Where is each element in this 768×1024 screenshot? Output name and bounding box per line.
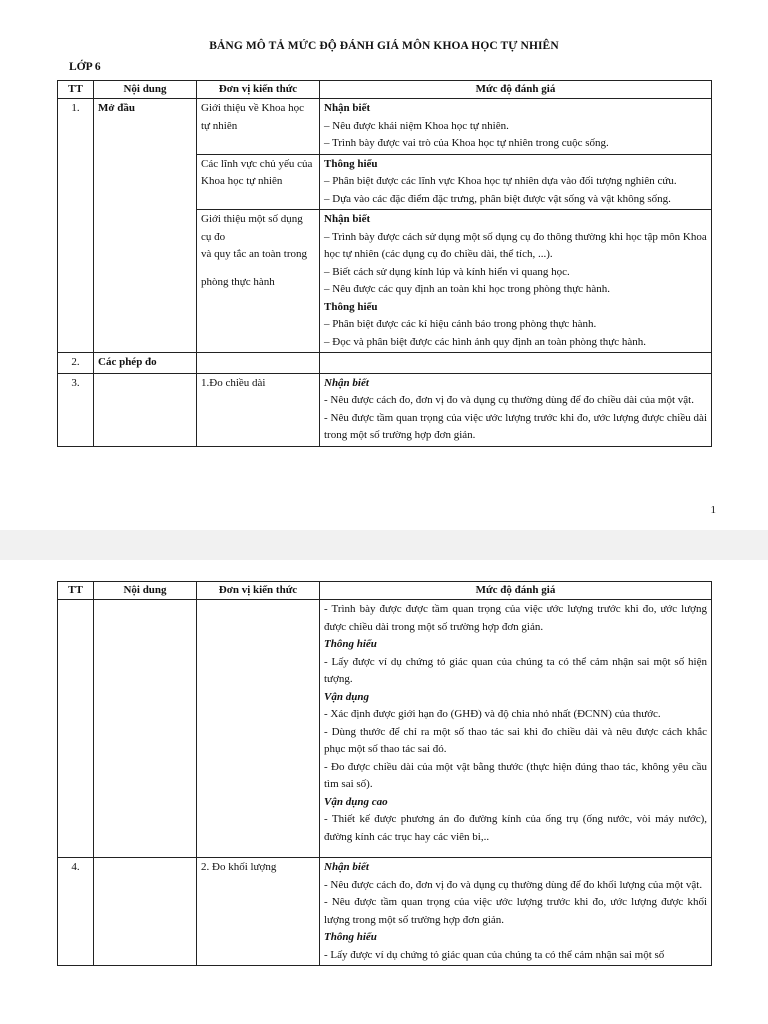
level-heading: Thông hiểu	[324, 300, 378, 313]
list-item: - Nêu được cách đo, đơn vị đo và dụng cụ thường dùng để đo khối lượng của một vật.	[324, 878, 703, 891]
list-item: - Đo được chiều dài của một vật bằng thước (thực hiện đúng thao tác, không yêu cầu tìm sai số).	[324, 760, 707, 790]
cell-spacer	[324, 846, 707, 856]
list-item: – Trình bày được cách sử dụng một số dụng cụ đo thông thường khi học tập môn Khoa học tự nhiên (các dụng cụ đo chiều dài, thể tích, ...).	[324, 230, 707, 260]
row-number: 1.	[58, 99, 94, 353]
table-row	[58, 600, 712, 858]
unit-line: Giới thiệu một số dụng cụ đo	[201, 213, 303, 243]
unit-spacer	[201, 264, 315, 274]
level-cell	[320, 858, 712, 966]
level-cell	[320, 99, 712, 155]
level-cell	[320, 154, 712, 210]
table-header-row	[58, 582, 712, 600]
assessment-table-page-1	[57, 80, 712, 447]
unit-line: phòng thực hành	[201, 275, 275, 288]
content-cell	[94, 600, 197, 858]
header-tt: TT	[58, 81, 94, 99]
unit-cell	[197, 600, 320, 858]
row-number: 4.	[58, 858, 94, 966]
list-item: - Dùng thước để chỉ ra một số thao tác sai khi đo chiều dài và nêu được cách khắc phục một số thao tác sai đó.	[324, 725, 707, 755]
row-number: 2.	[58, 353, 94, 374]
page-number: 1	[710, 504, 716, 516]
table-row	[58, 373, 712, 446]
unit-cell: Giới thiệu về Khoa học tự nhiên	[197, 99, 320, 155]
row-number: 3.	[58, 373, 94, 446]
row-number	[58, 600, 94, 858]
header-content: Nội dung	[94, 81, 197, 99]
unit-cell: 2. Đo khối lượng	[197, 858, 320, 966]
content-cell: Mở đầu	[94, 99, 197, 353]
level-heading: Nhận biết	[324, 102, 371, 114]
table-header-row	[58, 81, 712, 99]
list-item: - Nêu được tầm quan trọng của việc ước lượng trước khi đo, ước lượng được chiều dài trong một số trường hợp đơn giản.	[324, 411, 707, 441]
unit-line: và quy tắc an toàn trong	[201, 248, 307, 260]
list-item: – Biết cách sử dụng kính lúp và kính hiển vi quang học.	[324, 265, 570, 278]
list-item: - Thiết kế được phương án đo đường kính của ống trụ (ống nước, vòi máy nước), đường kính các trục hay các viên bi,..	[324, 813, 707, 843]
level-heading: Thông hiểu	[324, 638, 377, 650]
list-item: - Xác định được giới hạn đo (GHĐ) và độ chia nhỏ nhất (ĐCNN) của thước.	[324, 708, 661, 720]
level-heading: Thông hiểu	[324, 931, 377, 943]
list-item: – Phân biệt được các lĩnh vực Khoa học tự nhiên dựa vào đối tượng nghiên cứu.	[324, 175, 677, 187]
header-level: Mức độ đánh giá	[320, 81, 712, 99]
assessment-table-page-2	[57, 581, 712, 966]
content-cell	[94, 858, 197, 966]
header-content: Nội dung	[94, 582, 197, 600]
unit-cell	[197, 210, 320, 353]
header-tt: TT	[58, 582, 94, 600]
content-cell: Các phép đo	[94, 353, 197, 374]
list-item: – Nêu được các quy định an toàn khi học trong phòng thực hành.	[324, 283, 610, 295]
list-item: – Nêu được khái niệm Khoa học tự nhiên.	[324, 119, 509, 132]
level-heading: Nhận biết	[324, 213, 371, 225]
list-item: - Lấy được ví dụ chứng tỏ giác quan của chúng ta có thể cảm nhận sai một số hiện tượng.	[324, 655, 707, 685]
content-cell	[94, 373, 197, 446]
document-title: BẢNG MÔ TẢ MỨC ĐỘ ĐÁNH GIÁ MÔN KHOA HỌC TỰ NHIÊN	[209, 40, 559, 52]
table-row	[58, 858, 712, 966]
list-item: - Nêu được tầm quan trọng của việc ước lượng trước khi đo, ước lượng được khối lượng trong một số trường hợp đơn giản.	[324, 896, 707, 926]
list-item: – Đọc và phân biệt được các hình ảnh quy định an toàn phòng thực hành.	[324, 335, 646, 348]
unit-cell	[197, 353, 320, 374]
header-level: Mức độ đánh giá	[320, 582, 712, 600]
table-row	[58, 99, 712, 155]
unit-cell: 1.Đo chiều dài	[197, 373, 320, 446]
header-unit: Đơn vị kiến thức	[197, 582, 320, 600]
list-item: - Lấy được ví dụ chứng tỏ giác quan của chúng ta có thể cảm nhận sai một số	[324, 948, 665, 961]
level-heading: Nhận biết	[324, 376, 369, 389]
list-item: – Phân biệt được các kí hiệu cảnh báo trong phòng thực hành.	[324, 318, 597, 330]
level-cell	[320, 353, 712, 374]
level-cell	[320, 210, 712, 353]
grade-label: LỚP 6	[69, 61, 101, 73]
table-row	[58, 353, 712, 374]
list-item: – Trình bày được vai trò của Khoa học tự nhiên trong cuộc sống.	[324, 137, 609, 149]
level-heading: Thông hiểu	[324, 157, 378, 170]
list-item: – Dựa vào các đặc điểm đặc trưng, phân biệt được vật sống và vật không sống.	[324, 192, 671, 205]
level-cell	[320, 600, 712, 858]
level-cell	[320, 373, 712, 446]
list-item: - Nêu được cách đo, đơn vị đo và dụng cụ thường dùng để đo chiều dài của một vật.	[324, 394, 694, 406]
list-item: - Trình bày được được tầm quan trọng của việc ước lượng trước khi đo, ước lượng được chiều dài trong một số trường hợp đơn giản.	[324, 603, 707, 633]
level-heading: Vận dụng cao	[324, 795, 388, 808]
level-heading: Vận dụng	[324, 690, 369, 703]
document-page-2	[0, 560, 768, 1024]
unit-cell: Các lĩnh vực chủ yếu của Khoa học tự nhiên	[197, 154, 320, 210]
level-heading: Nhận biết	[324, 861, 369, 873]
header-unit: Đơn vị kiến thức	[197, 81, 320, 99]
